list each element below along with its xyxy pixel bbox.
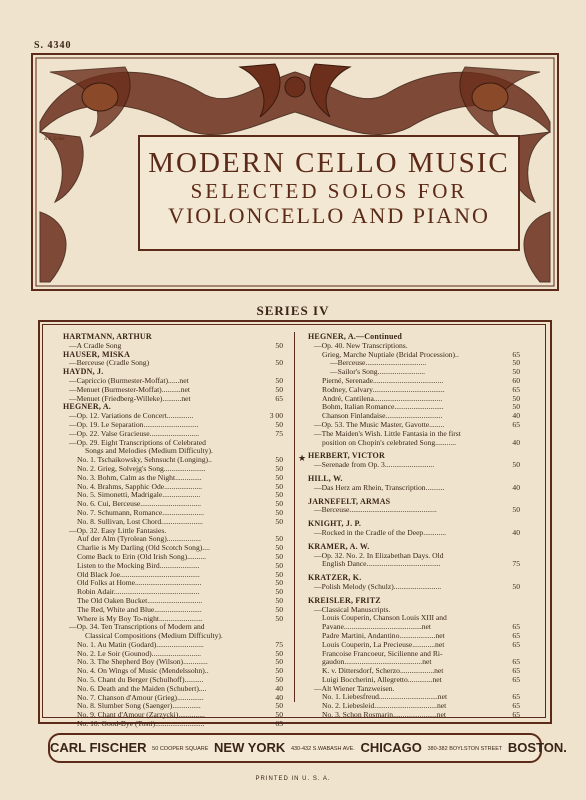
entry-title: Auf der Alm (Tyrolean Song)..................: [77, 534, 201, 544]
catalog-entry: [308, 529, 520, 538]
entry-title: —Classical Manuscripts.: [314, 604, 391, 614]
entry-price: 50: [275, 613, 283, 623]
entry-price: 40: [512, 411, 520, 421]
entry-title: No. 10. Good-Bye (Tosti)..........................: [77, 719, 205, 729]
entry-price: 50: [275, 340, 283, 350]
entry-title: position on Chopin's celebrated Song...........: [322, 437, 457, 447]
catalog-entry: [308, 461, 520, 470]
entry-price: 65: [512, 674, 520, 684]
entry-title: Padre Martini, Andantino...................net: [322, 630, 445, 640]
entry-title: KREISLER, FRITZ: [308, 595, 381, 605]
entry-title: No. 9. Chant d'Amour (Zarzycki)..............: [77, 710, 205, 720]
entry-title: —Rocked in the Cradle of the Deep............: [314, 527, 447, 537]
entry-title: Bohm, Italian Romance..........................: [322, 402, 444, 412]
catalog-entry: [308, 439, 520, 448]
entry-title: No. 3. Schon Rosmarin.......................net: [322, 710, 447, 720]
entry-price: 50: [512, 402, 520, 412]
entry-price: 50: [512, 393, 520, 403]
entry-price: 65: [512, 630, 520, 640]
title-line-1: MODERN CELLO MUSIC: [148, 147, 510, 179]
entry-price: 50: [275, 534, 283, 544]
catalog-entry: [308, 560, 520, 569]
entry-title: —Berceuse..............................................: [314, 505, 437, 515]
entry-title: The Old Oaken Bucket.............................: [77, 595, 203, 605]
entry-title: Old Folks at Home...................................: [77, 578, 202, 588]
entry-price: 50: [275, 499, 283, 509]
entry-price: 50: [275, 701, 283, 711]
entry-title: Rodney, Calvary......................................: [322, 384, 445, 394]
entry-title: gaudon.........................................net: [322, 657, 432, 667]
entry-title: —Alt Wiener Tanzweisen.: [314, 683, 395, 693]
entry-title: Robin Adair.............................................: [77, 587, 200, 597]
entry-title: HAUSER, MISKA: [63, 349, 131, 359]
publisher-address-ny: 50 COOPER SQUARE: [152, 745, 209, 752]
entry-title: No. 4. Brahms, Sapphic Ode....................: [77, 481, 203, 491]
entry-title: —Op. 34. Ten Transcriptions of Modern and: [69, 622, 205, 632]
entry-price: 50: [275, 578, 283, 588]
title-line-3: VIOLONCELLO AND PIANO: [168, 203, 490, 228]
entry-title: —Berceuse (Cradle Song): [69, 358, 150, 368]
entry-price: 50: [275, 419, 283, 429]
entry-title: KNIGHT, J. P.: [308, 519, 362, 529]
entry-title: —Menuet (Burmester-Moffat)..........net: [69, 384, 190, 394]
entry-title: HARTMANN, ARTHUR: [63, 332, 152, 341]
entry-price: 65: [512, 384, 520, 394]
entry-title: No. 4. On Wings of Music (Mendelssohn)..: [77, 666, 209, 676]
entry-price: 40: [275, 683, 283, 693]
entry-title: —Op. 22. Valse Gracieuse..........................: [69, 428, 199, 438]
entry-title: —Capriccio (Burmester-Moffat)......net: [69, 375, 189, 385]
entry-price: 75: [275, 639, 283, 649]
entry-price: 75: [275, 428, 283, 438]
entry-title: No. 5. Simonetti, Madrigale....................: [77, 490, 201, 500]
entry-title: English Dance.......................................: [322, 559, 441, 569]
catalog-column-left: [63, 333, 283, 729]
entry-price: 50: [275, 604, 283, 614]
entry-title: Grieg, Marche Nuptiale (Bridal Procession)..: [322, 349, 459, 359]
entry-title: Listen to the Mocking Bird.....................: [77, 560, 200, 570]
publisher-address-boston: 380-382 BOYLSTON STREET: [427, 745, 503, 752]
catalog-entry: [308, 506, 520, 515]
entry-title: —Op. 53. The Music Master, Gavotte........: [314, 419, 445, 429]
entry-title: —Serenade from Op. 3..........................: [314, 460, 435, 470]
entry-title: —Op. 29. Eight Transcriptions of Celebrated: [69, 437, 206, 447]
entry-title: —Op. 32. No. 2. In Elizabethan Days. Old: [314, 550, 444, 560]
entry-price: 50: [512, 505, 520, 515]
entry-price: 50: [275, 384, 283, 394]
entry-title: No. 6. Cui, Berceuse................................: [77, 499, 202, 509]
entry-title: No. 7. Schumann, Romance......................: [77, 507, 204, 517]
entry-title: Luigi Boccherini, Allegretto.............net: [322, 674, 442, 684]
entry-title: No. 2. Grieg, Solvejg's Song......................: [77, 463, 206, 473]
entry-title: —The Maiden's Wish. Little Fantasia in the first: [314, 428, 461, 438]
entry-title: No. 7. Chanson d'Amour (Grieg)..............: [77, 692, 204, 702]
entry-price: 50: [275, 543, 283, 553]
entry-title: Classical Compositions (Medium Difficulty).: [85, 631, 223, 641]
entry-title: Pierné, Serenade.....................................: [322, 375, 444, 385]
artist-signature: A.J. Ecker: [44, 137, 65, 142]
entry-title: Francoise Francoeur, Sicilienne and Ri-: [322, 648, 443, 658]
entry-price: 40: [275, 692, 283, 702]
entry-title: —Polish Melody (Schulz).........................: [314, 581, 442, 591]
entry-title: Chanson Finlandaise..............................: [322, 411, 443, 421]
entry-title: No. 3. The Shepherd Boy (Wilson).............: [77, 657, 208, 667]
star-mark-icon: ★: [298, 454, 307, 464]
entry-price: 65: [512, 639, 520, 649]
entry-title: HERBERT, VICTOR: [308, 451, 385, 461]
entry-price: 50: [275, 481, 283, 491]
entry-price: 50: [275, 375, 283, 385]
publisher-city-chicago: CHICAGO: [360, 740, 422, 755]
entry-title: HAYDN, J.: [63, 367, 104, 377]
entry-title: No. 8. Sullivan, Lost Chord......................: [77, 516, 203, 526]
entry-price: 65: [512, 692, 520, 702]
entry-title: No. 8. Slumber Song (Saenger)...............: [77, 701, 201, 711]
entry-price: 65: [512, 349, 520, 359]
entry-title: Charlie is My Darling (Old Scotch Song)....: [77, 543, 210, 553]
entry-price: 50: [275, 587, 283, 597]
entry-price: 65: [512, 622, 520, 632]
entry-price: 50: [275, 710, 283, 720]
entry-title: Where is My Boy To-night.......................: [77, 613, 203, 623]
catalog-entry: [308, 711, 520, 720]
entry-price: 50: [512, 358, 520, 368]
entry-title: —Op. 40. New Transcriptions.: [314, 340, 408, 350]
entry-price: 65: [512, 657, 520, 667]
title-box: [138, 135, 520, 251]
entry-price: 50: [275, 551, 283, 561]
entry-price: 50: [512, 460, 520, 470]
entry-price: 40: [512, 527, 520, 537]
catalog-column-right: [308, 333, 520, 720]
entry-title: JARNEFELT, ARMAS: [308, 496, 391, 506]
printed-in-usa: PRINTED IN U. S. A.: [255, 776, 331, 782]
entry-price: 50: [275, 569, 283, 579]
entry-price: 50: [512, 367, 520, 377]
entry-price: 50: [275, 657, 283, 667]
entry-price: 75: [512, 559, 520, 569]
entry-price: 50: [275, 648, 283, 658]
series-label: SERIES IV: [256, 303, 330, 318]
entry-title: HEGNER, A.—Continued: [308, 332, 403, 341]
entry-title: K. v. Dittersdorf, Scherzo..................net: [322, 666, 444, 676]
entry-price: 50: [275, 358, 283, 368]
catalog-entry: [63, 720, 283, 729]
publisher-city-ny: NEW YORK: [214, 740, 286, 755]
entry-title: Songs and Melodies (Medium Difficulty).: [85, 446, 213, 456]
entry-title: —Op. 19. Le Separation.............................: [69, 419, 199, 429]
entry-title: No. 2. Liebesleid.................................net: [322, 701, 447, 711]
entry-title: Old Black Joe..........................................: [77, 569, 200, 579]
catalog-number: S. 4340: [34, 40, 72, 51]
entry-price: 65: [512, 701, 520, 711]
entry-title: No. 5. Chant du Berger (Schulhoff)..........: [77, 675, 204, 685]
entry-title: HILL, W.: [308, 473, 343, 483]
catalog-entry: [308, 484, 520, 493]
entry-title: No. 1. Liebesfreud...............................net: [322, 692, 448, 702]
entry-price: 50: [275, 666, 283, 676]
entry-price: 65: [512, 419, 520, 429]
entry-price: 50: [275, 595, 283, 605]
entry-price: 50: [275, 490, 283, 500]
entry-title: KRAMER, A. W.: [308, 541, 370, 551]
catalog-entry: [308, 583, 520, 592]
entry-title: —Berceuse................................: [330, 358, 427, 368]
entry-title: Come Back to Erin (Old Irish Song)..........: [77, 551, 207, 561]
entry-price: 40: [512, 482, 520, 492]
entry-title: —Op. 12. Variations de Concert..............: [69, 411, 194, 421]
entry-title: The Red, White and Blue.........................: [77, 604, 202, 614]
entry-price: 65: [275, 393, 283, 403]
entry-title: —Op. 32. Easy Little Fantasies.: [69, 525, 167, 535]
entry-price: 65: [275, 719, 283, 729]
publisher-city-boston: BOSTON.: [507, 740, 567, 755]
publisher-address-chicago: 430-432 S.WABASH AVE.: [290, 745, 355, 752]
entry-title: Pavane.........................................net: [322, 622, 432, 632]
entry-title: —Sailor's Song.........................: [330, 367, 426, 377]
entry-price: 50: [275, 560, 283, 570]
column-divider: [294, 332, 295, 702]
entry-title: Louis Couperin, La Precieuse............net: [322, 639, 445, 649]
entry-title: No. 2. Le Soir (Gounod)..........................: [77, 648, 202, 658]
entry-title: André, Cantilena....................................: [322, 393, 443, 403]
entry-title: —Menuet (Friedberg-Willeke)..........net: [69, 393, 191, 403]
entry-price: 65: [512, 666, 520, 676]
publisher-name: CARL FISCHER: [50, 740, 147, 755]
entry-title: No. 3. Bohm, Calm as the Night..............: [77, 472, 202, 482]
entry-price: 50: [275, 472, 283, 482]
entry-title: HEGNER, A.: [63, 402, 112, 412]
entry-title: —A Cradle Song: [69, 340, 122, 350]
entry-price: 50: [275, 463, 283, 473]
entry-price: 60: [512, 375, 520, 385]
entry-price: 50: [275, 675, 283, 685]
entry-price: 50: [275, 455, 283, 465]
title-line-2: SELECTED SOLOS FOR: [190, 179, 468, 203]
entry-title: Louis Couperin, Chanson Louis XIII and: [322, 613, 447, 623]
entry-price: 50: [275, 507, 283, 517]
entry-price: 50: [275, 516, 283, 526]
entry-price: 50: [512, 581, 520, 591]
entry-title: No. 6. Death and the Maiden (Schubert)....: [77, 683, 207, 693]
publisher-bar: [48, 733, 567, 763]
entry-title: KRATZER, K.: [308, 573, 362, 583]
entry-price: 3 00: [269, 411, 283, 421]
entry-title: —Das Herz am Rhein, Transcription..........: [314, 482, 445, 492]
entry-price: 40: [512, 437, 520, 447]
entry-price: 65: [512, 710, 520, 720]
entry-title: No. 1. Au Matin (Godard).........................: [77, 639, 204, 649]
entry-title: No. 1. Tschaikowsky, Sehnsucht (Longing)..: [77, 455, 212, 465]
